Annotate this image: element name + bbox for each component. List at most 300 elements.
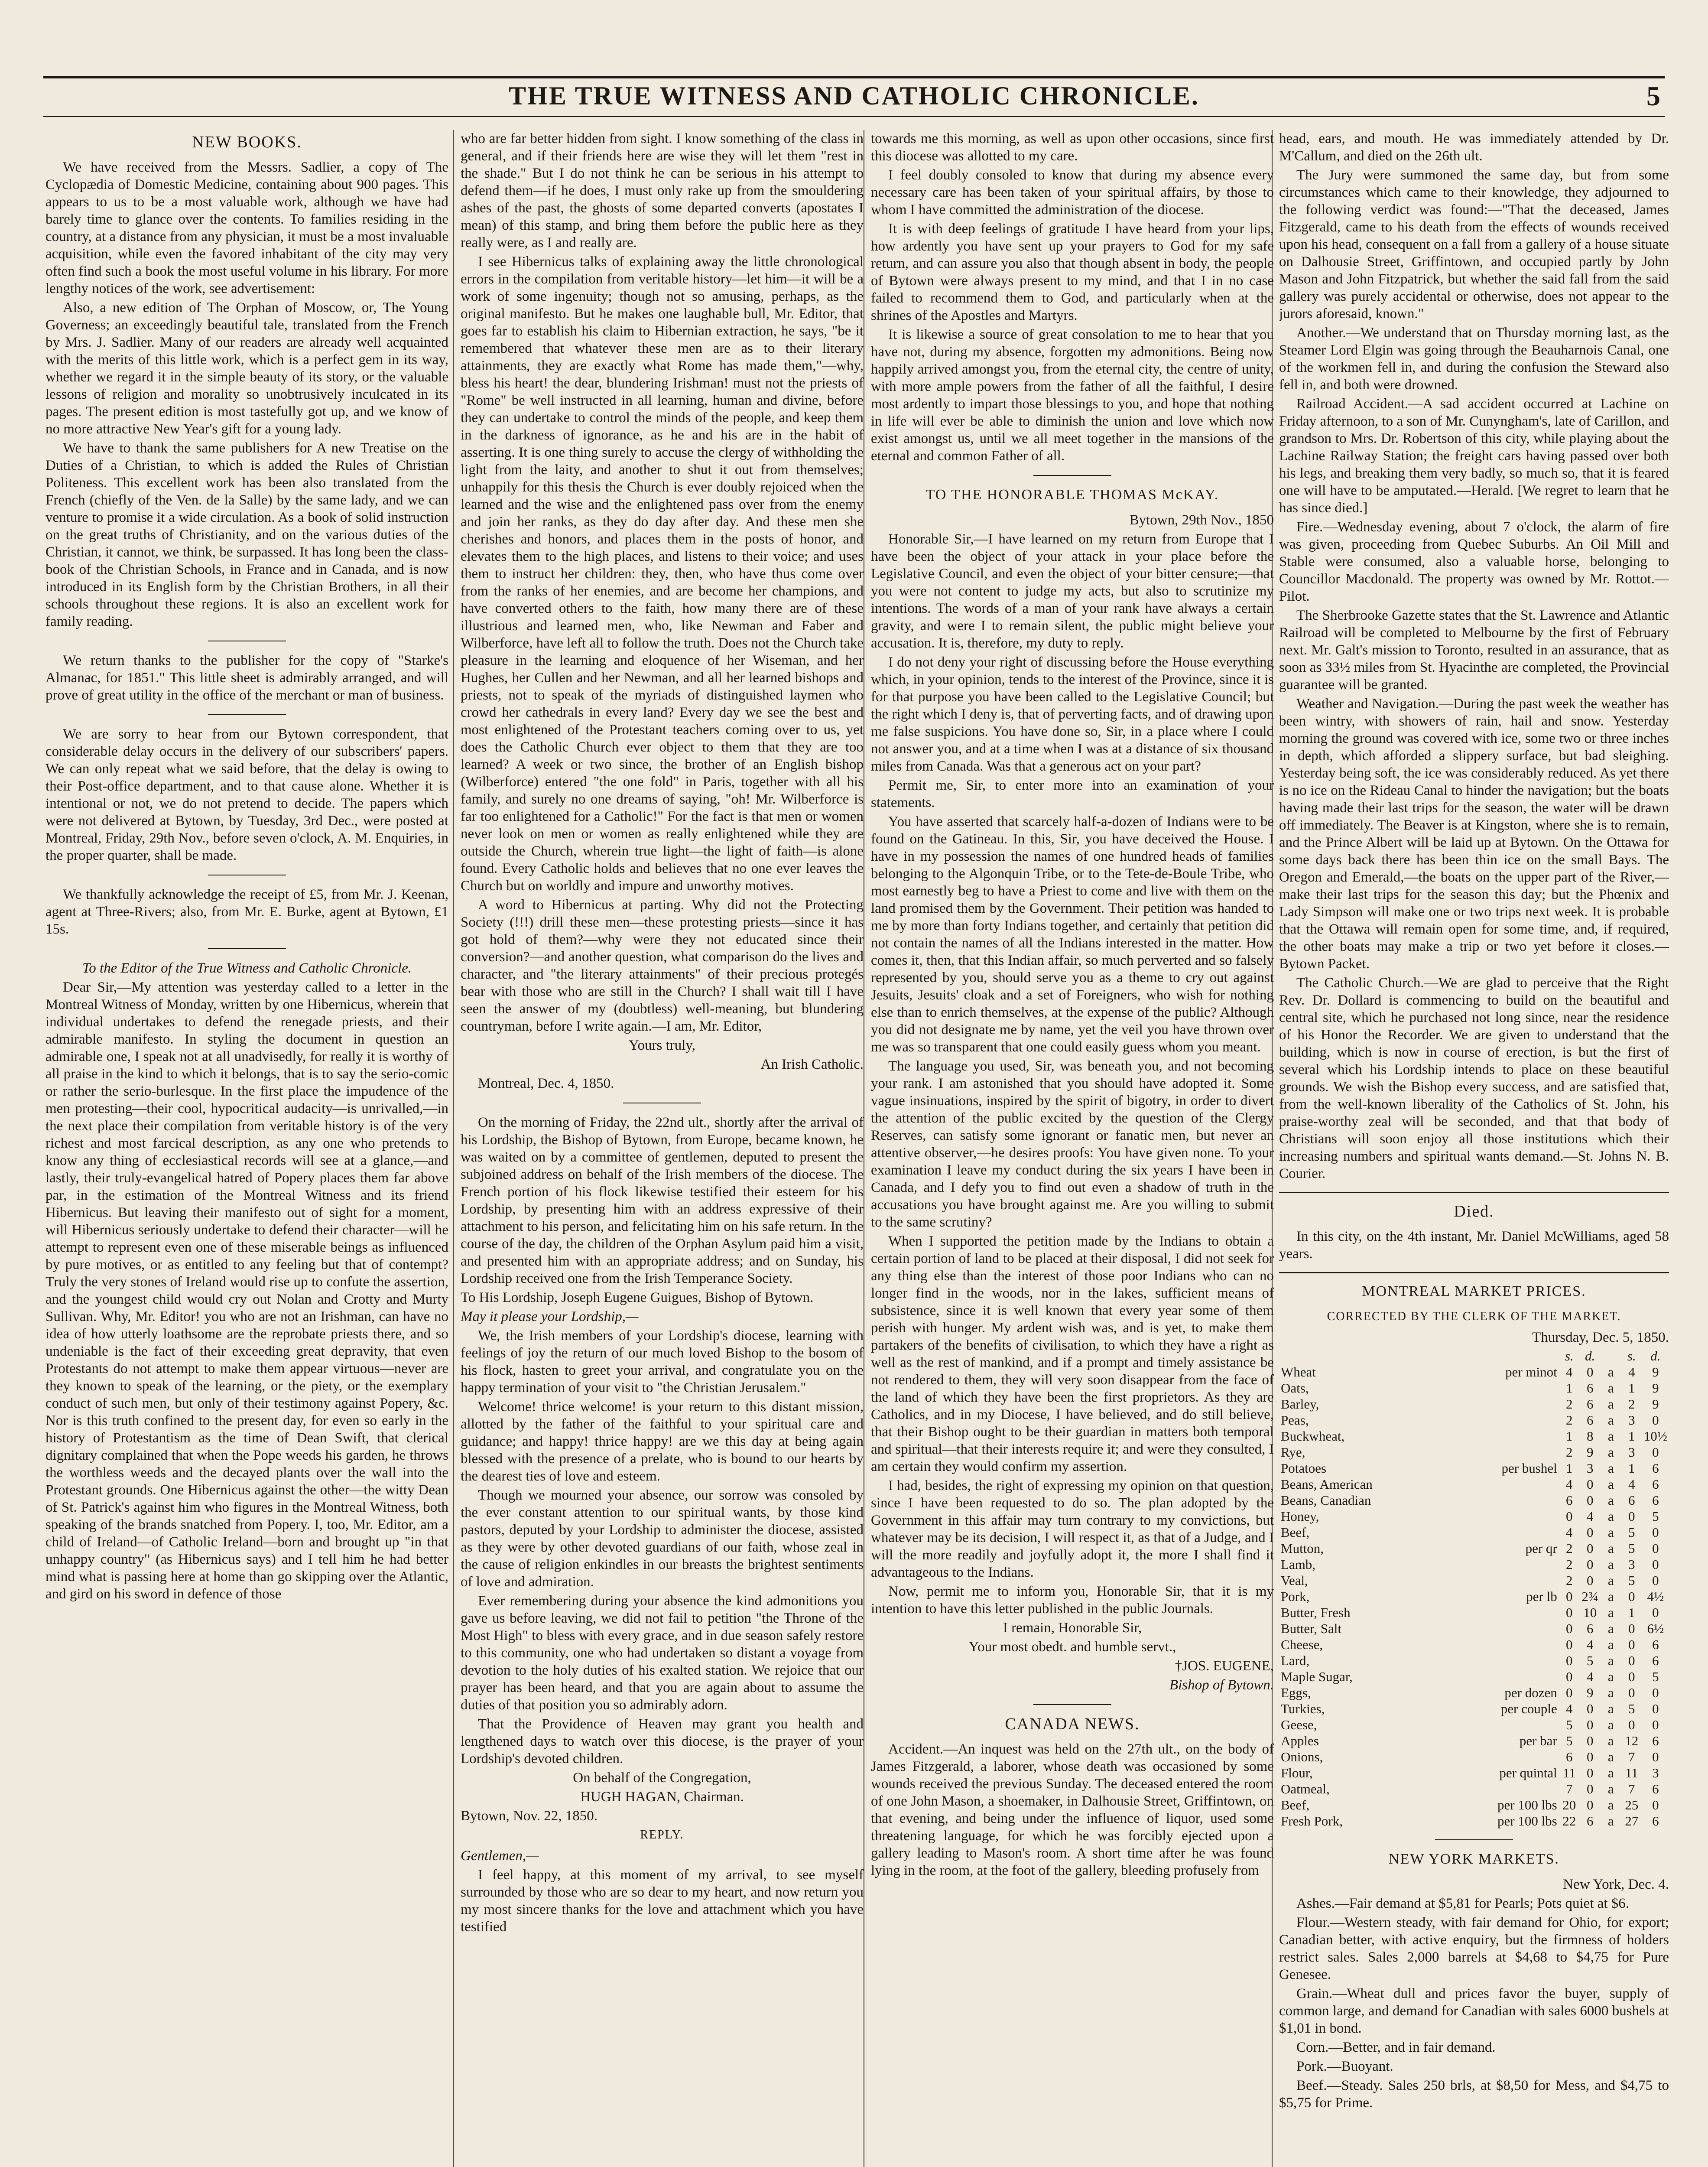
market-price-value: 7 <box>1566 1781 1573 1796</box>
market-price-value: 3 <box>1652 1765 1659 1780</box>
news-paragraph: head, ears, and mouth. He was immediately attended by Dr. M'Callum, and died on the 26th ult. <box>1279 131 1669 164</box>
market-price-value: a <box>1607 1477 1614 1492</box>
market-price-value: 0 <box>1587 1364 1594 1380</box>
mckay-paragraph: Honorable Sir,—I have learned on my return from Europe that I have been the object of your attack in your place before the Legislative Council, and even the object of your bitter censure;—that you were not content to judge my acts, but also to scrutinize my intentions. The words of a man of your rank have always a certain gravity, and were I to remain silent, the public might believe your accusation. It is, therefore, my duty to reply. <box>871 531 1274 651</box>
market-price-value: a <box>1607 1557 1614 1572</box>
section-rule <box>208 948 286 949</box>
mckay-paragraph: The language you used, Sir, was beneath you, and not becoming your rank. I am astonished that you should have adopted it. Some vague insinuations, inspired by the spirit of bigotry, in order to divert the attention of the public excited by the question of the Clergy Reserves, can satisfy some ignorant or fanatic men, but never an attentive observer,—he desires proofs: You have given none. To your examination I leave my conduct during the six years I have been in Canada, and I defy you to find out even a shadow of truth in the accusations you have brought against me. Are you willing to submit to the same scrutiny? <box>871 1058 1274 1230</box>
market-price-value: 25 <box>1625 1797 1639 1812</box>
market-price-value: a <box>1607 1605 1614 1620</box>
market-price-value: a <box>1607 1461 1614 1476</box>
market-price-value: 0 <box>1566 1621 1573 1636</box>
market-price-value: 0 <box>1652 1605 1659 1620</box>
market-price-value: 4 <box>1587 1509 1594 1524</box>
market-price-value: 6 <box>1652 1733 1659 1748</box>
market-price-value: a <box>1607 1653 1614 1668</box>
market-price-value: 0 <box>1652 1797 1659 1812</box>
market-unit: per minot <box>1505 1364 1557 1380</box>
market-price-value: 0 <box>1566 1605 1573 1620</box>
reply-paragraph: It is likewise a source of great consolation to me to hear that you have not, during my absence, forgotten my admonitions. Being now happily arrived amongst you, from the eternal city, the centre of unity, with more ample powers from the father of all the faithful, I desire most ardently to impart those blessings to you, and hope that nothing in life will ever be able to diminish the union and love which now exist amongst us, until we all meet together in the mansions of the eternal and common Father of all. <box>871 327 1274 464</box>
market-price-value: a <box>1607 1428 1614 1444</box>
market-row <box>1279 1412 1669 1428</box>
market-row <box>1279 1524 1669 1540</box>
market-price-value: 0 <box>1652 1541 1659 1556</box>
market-unit <box>1469 1749 1559 1765</box>
letter-paragraph: A word to Hibernicus at parting. Why did not the Protecting Society (!!!) drill these men—these protesting priests—since it has got hold of them?—why were they not educated since their conversion?—and another question, what comparison do the lives and character, and "the literary attainments" of their precious protegés bear with those who are still in the Church? I shall wait till I have seen the answer of my (doubtless) well-meaning, but blundering countryman, before I write again.—I am, Mr. Editor, <box>461 897 864 1034</box>
market-row <box>1279 1701 1669 1717</box>
market-row <box>1279 1508 1669 1524</box>
market-prices-subheading: CORRECTED BY THE CLERK OF THE MARKET. <box>1327 1310 1621 1323</box>
market-price-value: 9 <box>1652 1396 1659 1412</box>
market-price-value: 0 <box>1628 1653 1635 1668</box>
market-item: Pork, <box>1281 1589 1310 1604</box>
market-price-value: 4 <box>1587 1669 1594 1684</box>
ny-market-paragraph: Beef.—Steady. Sales 250 brls, at $8,50 for Mess, and $4,75 to $5,75 for Prime. <box>1279 2078 1669 2111</box>
market-price-value: 0 <box>1587 1797 1594 1812</box>
market-price-value: 0 <box>1628 1717 1635 1732</box>
market-price-value: a <box>1607 1573 1614 1588</box>
market-row <box>1279 1572 1669 1588</box>
address-salutation: May it please your Lordship,— <box>461 1309 639 1324</box>
market-price-value: 4 <box>1566 1701 1573 1716</box>
market-unit <box>1469 1524 1559 1540</box>
market-unit <box>1469 1476 1559 1492</box>
reply-paragraph: towards me this morning, as well as upon other occasions, since first this diocese was allotted to my care. <box>871 131 1274 164</box>
market-row <box>1279 1444 1669 1460</box>
market-row <box>1279 1620 1669 1637</box>
market-unit: per lb <box>1526 1589 1557 1604</box>
market-row <box>1279 1733 1669 1749</box>
market-price-value: 6 <box>1652 1637 1659 1652</box>
ny-market-paragraph: Corn.—Better, and in fair demand. <box>1296 2040 1496 2055</box>
market-price-value: 6 <box>1652 1493 1659 1508</box>
letter-dateline: Montreal, Dec. 4, 1850. <box>478 1076 614 1091</box>
bishop-return-article: On the morning of Friday, the 22nd ult., shortly after the arrival of his Lordship, the Bishop of Bytown, from Europe, became known, he was waited on by a committee of gentlemen, deputed to present the subjoined address on behalf of the Irish members of the diocese. The French portion of his flock likewise testified their esteem for his Lordship, by presenting him with an address expressive of their attachment to his person, and felicitating him on his safe return. In the course of the day, the children of the Orphan Asylum paid him a visit, and presented him with an appropriate address; and on Sunday, his Lordship received one from the Irish Temperance Society. <box>461 1115 864 1286</box>
mckay-paragraph: I do not deny your right of discussing before the House everything which, in your opinion, tends to the interest of the Province, since it is for that purpose you have been called to the Legislative Council; but the right which I deny is, that of perverting facts, and of drawing upon me false suspicions. You have done so, Sir, in a place where I could not answer you, and at a time when I was at a distance of six thousand miles from Canada. Was that a generous act on your part? <box>871 654 1274 774</box>
mckay-letter-heading: TO THE HONORABLE THOMAS McKAY. <box>925 487 1219 503</box>
market-item: Butter, Fresh <box>1281 1605 1351 1620</box>
almanac-notice: We return thanks to the publisher for the copy of "Starke's Almanac, for 1851." This little sheet is admirably arranged, and will prove of great utility in the office of the merchant or man of business. <box>45 653 448 703</box>
news-paragraph: The Jury were summoned the same day, but from some circumstances which came to their knowledge, they adjourned to the following verdict was found:—"That the deceased, James Fitzgerald, came to his death from the effects of wounds received upon his head, consequent on a fall from a gallery of a house situate on Dalhousie Street, Griffintown, and occupied partly by John Mason and John Fitzpatrick, but whether the said fall from the said gallery was purely accidental or otherwise, does not appear to the jurors aforesaid, known." <box>1279 167 1669 322</box>
market-price-value: 6 <box>1652 1653 1659 1668</box>
mckay-paragraph: Now, permit me to inform you, Honorable Sir, that it is my intention to have this letter published in the public Journals. <box>871 1584 1274 1617</box>
reply-paragraph: I feel happy, at this moment of my arrival, to see myself surrounded by those who are so dear to my heart, and now return you my most sincere thanks for the love and attachment which you have testified <box>461 1867 864 1935</box>
newspaper-title: THE TRUE WITNESS AND CATHOLIC CHRONICLE. <box>509 81 1199 110</box>
market-price-value: 7 <box>1628 1781 1635 1796</box>
died-heading: Died. <box>1454 1202 1494 1220</box>
market-row <box>1279 1396 1669 1412</box>
market-price-value: 6 <box>1587 1621 1594 1636</box>
market-prices-table <box>1279 1348 1669 1829</box>
market-price-value: 6 <box>1652 1781 1659 1796</box>
market-price-value: 6 <box>1587 1396 1594 1412</box>
market-price-value: a <box>1607 1493 1614 1508</box>
market-price-value: 0 <box>1566 1685 1573 1700</box>
letter-paragraph: Dear Sir,—My attention was yesterday called to a letter in the Montreal Witness of Monday, written by one Hibernicus, wherein that individual undertakes to defend the renegade priests, and their admirable manifesto. In styling the document in question an admirable one, I speak not at all unadvisedly, for really it is worthy of all praise in the kind to which it belongs, that is to say the serio-comic or rather the serio-burlesque. In the first place the impudence of the men protesting—their cool, hypocritical audacity—is unrivalled,—in the next place their compilation from veritable history is of the very richest and most farcical description, as any one who pretends to know any thing of ecclesiastical records will see at a glance,—and lastly, their truly-evangelical hatred of Popery places them far above par, in the estimation of the Montreal Witness and its friend Hibernicus. But leaving their manifesto out of sight for a moment, will Hibernicus seriously undertake to defend their character—will he attempt to represent even one of these miserable beings as influenced by pure motives, or as entitled to any feeling but that of contempt? Truly the very stones of Ireland would rise up to confute the assertion, and the youngest child would cry out Nolan and Crotty and Murty Sullivan. Why, Mr. Editor! you who are not an Irishman, can have no idea of how utterly loathsome are the reprobate priests there, and so undeniable is the fact of their exceeding great depravity, that even Protestants do not attempt to make them appear virtuous—never are they known to speak of the learning, or the piety, or the exemplary conduct of such men, but only of their testimony against Popery, &c. Nor is this truth confined to the present day, for even so early in the history of Protestantism as the time of Dean Swift, that clerical dignitary complained that when the Pope weeds his garden, he throws the worthless weeds and the decayed plants over the wall into the Protestant grounds. One Hibernicus against the other—the witty Dean of St. Patrick's against him who figures in the Montreal Witness, both speaking of the brands snatched from Popery. I, too, Mr. Editor, am a child of Ireland—of Catholic Ireland—born and brought up "in that unhappy country" (as Hibernicus says) and I tell him he had better mind what is passing here at home than go skipping over the Atlantic, and gird on his sword in defence of those <box>45 979 448 1602</box>
market-unit: per bar <box>1519 1733 1557 1748</box>
market-price-value: 5 <box>1566 1733 1573 1748</box>
market-price-value: 2 <box>1566 1557 1573 1572</box>
column-1 <box>45 130 448 2167</box>
market-row <box>1279 1364 1669 1380</box>
market-item: Oatmeal, <box>1281 1781 1330 1796</box>
market-row <box>1279 1749 1669 1765</box>
market-unit <box>1469 1380 1559 1396</box>
market-price-value: 27 <box>1625 1813 1639 1829</box>
receipts-notice: We thankfully acknowledge the receipt of £5, from Mr. J. Keenan, agent at Three-Rivers; also, from Mr. E. Burke, agent at Bytown, £1 15s. <box>45 887 448 937</box>
market-price-value: 5 <box>1587 1653 1594 1668</box>
market-currency-header: s. <box>1565 1348 1574 1363</box>
reply-salutation: Gentlemen,— <box>461 1848 539 1864</box>
market-price-value: 1 <box>1566 1380 1573 1396</box>
market-price-value: 6 <box>1587 1380 1594 1396</box>
market-price-value: 0 <box>1587 1749 1594 1764</box>
market-unit <box>1469 1492 1559 1508</box>
market-price-value: 0 <box>1628 1685 1635 1700</box>
mckay-paragraph: You have asserted that scarcely half-a-dozen of Indians were to be found on the Gatineau. In this, Sir, you have deceived the House. I have in my possession the names of one hundred heads of families belonging to the Algonquin Tribe, or to the Tete-de-Boule Tribe, who most earnestly beg to have a Priest to come and live with them on the land promised them by the Government. Their petition was handed to me by more than forty Indians together, and certainly that petition did not contain the names of all the Indians interested in the matter. How comes it, then, that this Indian affair, so much perverted and so falsely represented by you, should serve you as a theme to cry out against Jesuits, Jesuits' cloak and a set of Foreigners, who wish for nothing else than to enrich themselves, at the expense of the public? Although you did not designate me by name, yet the veil you have thrown over me was so transparent that one could easily guess whom you meant. <box>871 814 1274 1055</box>
market-price-value: a <box>1607 1509 1614 1524</box>
market-row <box>1279 1380 1669 1396</box>
masthead-rule-top <box>43 76 1665 78</box>
market-price-value: 0 <box>1587 1717 1594 1732</box>
market-item: Flour, <box>1281 1765 1313 1780</box>
mckay-signature-title: Bishop of Bytown. <box>1169 1677 1274 1693</box>
market-item: Apples <box>1281 1733 1319 1748</box>
market-price-value: 4 <box>1587 1637 1594 1652</box>
market-price-value: 2 <box>1566 1541 1573 1556</box>
market-price-value: 0 <box>1566 1653 1573 1668</box>
market-price-value: 4 <box>1628 1477 1635 1492</box>
market-unit <box>1469 1604 1559 1620</box>
article-paragraph: We have received from the Messrs. Sadlier, a copy of The Cyclopædia of Domestic Medicine, containing about 900 pages. This appears to us to be a most valuable work, although we have had barely time to glance over the contents. To families residing in the country, at a distance from any physician, it must be a most invaluable acquisition, while even the favored inhabitant of the city may very often find such a book the most useful volume in his library. For more lengthy notices of the work, see advertisement: <box>45 159 448 296</box>
market-price-value: a <box>1607 1701 1614 1716</box>
market-price-value: 0 <box>1652 1685 1659 1700</box>
market-price-value: a <box>1607 1797 1614 1812</box>
market-row <box>1279 1765 1669 1781</box>
market-price-value: 0 <box>1587 1493 1594 1508</box>
ny-market-paragraph: Pork.—Buoyant. <box>1296 2059 1393 2074</box>
market-price-value: 0 <box>1628 1669 1635 1684</box>
market-price-value: 0 <box>1587 1701 1594 1716</box>
market-item: Veal, <box>1281 1573 1308 1588</box>
market-price-value: a <box>1607 1781 1614 1796</box>
market-price-value: 6 <box>1587 1412 1594 1428</box>
market-item: Beans, American <box>1281 1477 1373 1492</box>
market-price-value: 6 <box>1652 1477 1659 1492</box>
market-price-value: a <box>1607 1637 1614 1652</box>
market-currency-header: s. <box>1627 1348 1636 1363</box>
news-paragraph: Accident.—An inquest was held on the 27th ult., on the body of James Fitzgerald, a laborer, whose death was occasioned by some wounds received the previous Sunday. The deceased entered the room of one John Mason, a shoemaker, in Dalhousie Street, Griffintown, on that evening, and being under the influence of liquor, used some threatening language, for which he was forcibly ejected upon a gallery leading to Mason's room. A short time after he was found lying in the room, at the foot of the gallery, bleeding profusely from <box>871 1741 1274 1878</box>
mckay-signature: †JOS. EUGENE, <box>1175 1658 1274 1674</box>
market-prices-heading: MONTREAL MARKET PRICES. <box>1362 1283 1586 1299</box>
reply-paragraph: I feel doubly consoled to know that during my absence every necessary care has been taken of your spiritual affairs, by those to whom I have committed the administration of the diocese. <box>871 167 1274 218</box>
new-york-markets-heading: NEW YORK MARKETS. <box>1389 1851 1559 1867</box>
market-item-header <box>1279 1348 1469 1364</box>
masthead <box>43 76 1665 119</box>
market-price-value: 6 <box>1628 1493 1635 1508</box>
reply-heading: REPLY. <box>640 1828 684 1842</box>
market-unit: per qr <box>1525 1541 1557 1556</box>
market-price-value: 0 <box>1566 1589 1573 1604</box>
market-price-value: a <box>1607 1669 1614 1684</box>
market-price-value: a <box>1607 1541 1614 1556</box>
mckay-dateline: Bytown, 29th Nov., 1850 <box>1129 512 1274 528</box>
market-item: Mutton, <box>1281 1541 1324 1556</box>
market-row <box>1279 1604 1669 1620</box>
market-row <box>1279 1653 1669 1669</box>
market-price-value: 2 <box>1566 1573 1573 1588</box>
market-price-value: a <box>1607 1749 1614 1764</box>
market-unit: per couple <box>1500 1701 1557 1716</box>
market-unit: per quintal <box>1499 1765 1557 1780</box>
news-paragraph: Another.—We understand that on Thursday morning last, as the Steamer Lord Elgin was going through the Beauharnois Canal, one of the workmen fell in, and during the confusion the Steward also fell in, and both were drowned. <box>1279 325 1669 393</box>
market-date: Thursday, Dec. 5, 1850. <box>1532 1330 1669 1345</box>
market-unit <box>1469 1508 1559 1524</box>
market-price-value: 0 <box>1587 1733 1594 1748</box>
market-price-value: 7 <box>1628 1749 1635 1764</box>
address-paragraph: We, the Irish members of your Lordship's diocese, learning with feelings of joy the return of our much loved Bishop to the bosom of his flock, hasten to greet your arrival, and congratulate you on the happy termination of your visit to "the Christian Jerusalem." <box>461 1328 864 1396</box>
market-unit <box>1469 1781 1559 1797</box>
market-item: Eggs, <box>1281 1685 1311 1700</box>
market-price-value: 5 <box>1652 1509 1659 1524</box>
market-row <box>1279 1813 1669 1829</box>
mckay-closing: Your most obedt. and humble servt., <box>968 1639 1176 1655</box>
market-item: Potatoes <box>1281 1461 1327 1476</box>
market-price-value: 0 <box>1587 1781 1594 1796</box>
market-unit <box>1469 1637 1559 1653</box>
market-unit <box>1469 1428 1559 1444</box>
market-price-value: 0 <box>1652 1573 1659 1588</box>
market-item: Lard, <box>1281 1653 1310 1668</box>
market-price-value: 0 <box>1652 1412 1659 1428</box>
market-unit <box>1469 1444 1559 1460</box>
market-unit <box>1469 1572 1559 1588</box>
market-row <box>1279 1669 1669 1685</box>
market-price-value: a <box>1607 1380 1614 1396</box>
market-row <box>1279 1781 1669 1797</box>
market-price-value: a <box>1607 1733 1614 1748</box>
news-paragraph: Railroad Accident.—A sad accident occurred at Lachine on Friday afternoon, to a son of Mr. Cunyngham's, late of Carillon, and grandson to Mrs. Dr. Robertson of this city, while playing about the Lachine Railway Station; the freight cars having passed over both his legs, and breaking them very badly, so much so, that it is feared one will have to be amputated.—Herald. [We regret to learn that he has since died.] <box>1279 396 1669 516</box>
market-price-value: 6 <box>1566 1493 1573 1508</box>
address-paragraph: Though we mourned your absence, our sorrow was consoled by the ever constant attention to our spiritual wants, by those kind pastors, deputed by your Lordship to administer the diocese, assisted as they were by other devoted guardians of our faith, whose zeal in the cause of religion enkindles in our breasts the brightest sentiments of love and admiration. <box>461 1487 864 1590</box>
market-price-value: 3 <box>1628 1445 1635 1460</box>
article-paragraph: Also, a new edition of The Orphan of Moscow, or, The Young Governess; an exceedingly beautiful tale, translated from the French by Mrs. J. Sadlier. Many of our readers are already well acquainted with the merits of this little work, which is a perfect gem in its way, whether we regard it in the simple beauty of its story, or the valuable lessons of religion and morality so unobtrusively inculcated in its pages. The present edition is most tastefully got up, and we know of no more attractive New Year's gift for a young lady. <box>45 300 448 437</box>
market-row <box>1279 1556 1669 1572</box>
market-price-value: 4 <box>1566 1477 1573 1492</box>
market-price-value: 5 <box>1628 1701 1635 1716</box>
market-item: Barley, <box>1281 1396 1319 1412</box>
market-item: Rye, <box>1281 1445 1305 1460</box>
news-paragraph: The Sherbrooke Gazette states that the St. Lawrence and Atlantic Railroad will be completed to Melbourne by the first of February next. Mr. Galt's mission to Toronto, resulted in an assurance, that as soon as 33½ miles from St. Hyacinthe are completed, the Provincial guarantee will be granted. <box>1279 608 1669 693</box>
mckay-paragraph: When I supported the petition made by the Indians to obtain a certain portion of land to be placed at their disposal, I did not seek for any thing else than the interest of those poor Indians who can no longer find in the woods, nor in the lakes, sufficient means of subsistence, since it is well known that every year some of them perish with hunger. My ardent wish was, and is yet, to make them partakers of the benefits of civilisation, to which they have a right as well as the rest of mankind, and if a prompt and timely assistance be not rendered to them, they will very soon disappear from the face of the land of which they have been the first proprietors. As they are Catholics, and in my Diocese, I have believed, and do still believe, that their Bishop ought to be their guardian in matters both temporal and spiritual—that their interests require it; and were they consulted, I am certain they would confirm my assertion. <box>871 1233 1274 1474</box>
market-row <box>1279 1428 1669 1444</box>
market-price-value: 0 <box>1628 1589 1635 1604</box>
market-item: Buckwheat, <box>1281 1428 1345 1444</box>
market-price-value: 3 <box>1587 1461 1594 1476</box>
letter-signature: An Irish Catholic. <box>760 1057 864 1072</box>
market-price-value: a <box>1607 1525 1614 1540</box>
market-price-value: a <box>1607 1445 1614 1460</box>
market-unit: per bushel <box>1501 1461 1557 1476</box>
market-unit <box>1469 1620 1559 1637</box>
address-paragraph: That the Providence of Heaven may grant you health and lengthened days to watch over this diocese, is the prayer of your Lordship's devoted children. <box>461 1716 864 1767</box>
column-4 <box>1279 130 1669 2167</box>
market-item: Turkies, <box>1281 1701 1325 1716</box>
letter-paragraph: I see Hibernicus talks of explaining away the little chronological errors in the compilation from veritable history—let him—it will be a work of some ingenuity; though not so amusing, perhaps, as the original manifesto. But he makes one laughable bull, Mr. Editor, that goes far to establish his claim to Hibernian extraction, he says, "be it remembered that whatever these men are as to their literary attainments, they are exactly what Rome has made them,"—why, bless his heart! the dear, blundering Irishman! must not the priests of "Rome" be well instructed in all learning, human and divine, before they can undertake to control the minds of the people, and keep them in the darkness of ignorance, as he and his are in the habit of asserting. It is one thing surely to accuse the clergy of withholding the light from the laity, and another to shut it out from themselves; unhappily for this thesis the Church is ever doubly rejoiced when the learned and the wise and the enlightened pass over from the enemy and join her ranks, as they do day after day. And these men she cherishes and honors, and places them in the posts of honor, and elevates them to the high places, and listens to their voice; and uses them to instruct her children: they, then, who have thus come over from the ranks of her enemies, and are become her champions, and have converted others to the faith, how many there are of these illustrious and learned men, who, like Newman and Faber and Wilberforce, have left all to follow the truth. Does not the Church take pleasure in the learning and eloquence of her Wiseman, and her Hughes, her Cullen and her Newman, and all her learned bishops and priests, not to speak of the myriads of distinguished laymen who crowd her cathedrals in every land? Every day we see the best and most enlightened of the Protestant teachers coming over to us, yet does the Catholic Church ever object to them that they are too learned? A week or two since, the brother of an English bishop (Wilberforce) entered "the one fold" in Paris, together with all his family, and surely no one dreams of saying, "oh! Mr. Wilberforce is far too enlightened for a Catholic!" For the fact is that men or women never look on men or women as really enlightened while they are outside the Church, wherein true light—the light of faith—is alone found. Every Catholic holds and believes that no one ever leaves the Church but on worldly and impure and unworthy motives. <box>461 254 864 894</box>
market-item: Maple Sugar, <box>1281 1669 1353 1684</box>
market-price-value: 0 <box>1652 1557 1659 1572</box>
reply-paragraph: It is with deep feelings of gratitude I have heard from your lips, how ardently you have sent up your prayers to God for my safe return, and can assure you also that though absent in body, the people of Bytown were always present to my mind, and that I in no case failed to recommend them to God, and particularly when at the shrines of the Apostles and Martyrs. <box>871 221 1274 323</box>
section-rule <box>1435 1839 1513 1840</box>
market-price-value: a <box>1607 1412 1614 1428</box>
market-item: Honey, <box>1281 1509 1319 1524</box>
market-price-value: 0 <box>1628 1637 1635 1652</box>
market-row <box>1279 1588 1669 1604</box>
market-row <box>1279 1685 1669 1701</box>
column-divider <box>453 130 454 2167</box>
market-price-value: 6 <box>1587 1813 1594 1829</box>
market-unit <box>1469 1717 1559 1733</box>
market-price-value: 1 <box>1628 1428 1635 1444</box>
market-price-value: 0 <box>1652 1701 1659 1716</box>
address-paragraph: Ever remembering during your absence the kind admonitions you gave us before leaving, we did not fail to petition "the Throne of the Most High" to bless with every grace, and in due season safely restore to this community, one who had undertaken so distant a voyage from devotion to the holy duties of his exalted station. We rejoice that our prayer has been heard, and that you are again about to assume the duties of that position you so admirably adorn. <box>461 1593 864 1713</box>
market-currency-header: d. <box>1585 1348 1595 1363</box>
letter-paragraph: who are far better hidden from sight. I know something of the class in general, and if their friends here are wise they will let them "rest in the shade." But I do not think he can be serious in his attempt to defend them—if he does, I must only rake up from the smouldering ashes of the past, the ghosts of some departed converts (apostates I mean) of this stamp, and bring them before the public here as they really were, as I and really are. <box>461 131 864 251</box>
ny-market-paragraph: Ashes.—Fair demand at $5,81 for Pearls; Pots quiet at $6. <box>1296 1896 1630 1911</box>
market-row <box>1279 1492 1669 1508</box>
market-price-value: 1 <box>1628 1461 1635 1476</box>
market-item: Geese, <box>1281 1717 1317 1732</box>
market-price-value: 11 <box>1562 1765 1576 1780</box>
address-recipient: To His Lordship, Joseph Eugene Guigues, Bishop of Bytown. <box>461 1290 814 1305</box>
market-price-value: 4 <box>1566 1364 1573 1380</box>
news-paragraph: Weather and Navigation.—During the past week the weather has been wintry, with showers of rain, hail and snow. Yesterday morning the ground was covered with ice, some two or three inches in depth, which afforded a slippery surface, but bad sleighing. Yesterday being soft, the ice was considerably reduced. As yet there is no ice on the Rideau Canal to hinder the navigation; but the boats having made their last trips for the season, the water will be drawn off immediately. The Beaver is at Kingston, where she is to remain, and the Prince Albert will be laid up at Bytown. On the Ottawa for some days back there has been thin ice on the small Bays. The Oregon and Emerald,—the boats on the upper part of the River,—make their last trips for the season this day; but the Phœnix and Lady Simpson will make one or two trips next week. It is probable that the Ottawa will remain open for some time, and, if required, the other boats may make a trip or two yet before it closes.—Bytown Packet. <box>1279 696 1669 972</box>
market-price-value: 0 <box>1566 1637 1573 1652</box>
market-price-value: 20 <box>1562 1797 1576 1812</box>
market-column-header <box>1279 1348 1669 1364</box>
article-paragraph: We have to thank the same publishers for A new Treatise on the Duties of a Christian, to which is added the Rules of Christian Politeness. This excellent work has been also translated from the French (chiefly of the Ven. de la Salle) by the same lady, and we can venture to promise it a wide circulation. As a book of solid instruction on the great truths of Christianity, and on the various duties of the Christian, it cannot, we think, be surpassed. It has long been the class-book of the Christian Schools, in France and in Canada, and is now introduced in its English form by the Christian Brothers, in all their schools throughout these regions. It is also an excellent work for family reading. <box>45 440 448 629</box>
market-price-value: 0 <box>1587 1541 1594 1556</box>
market-price-value: a <box>1607 1717 1614 1732</box>
market-unit-header <box>1469 1348 1559 1364</box>
market-price-value: 10½ <box>1643 1428 1667 1444</box>
market-item: Wheat <box>1281 1364 1316 1380</box>
obituary-notice: In this city, on the 4th instant, Mr. Daniel McWilliams, aged 58 years. <box>1279 1229 1669 1262</box>
column-3 <box>871 130 1274 2167</box>
market-price-value: 0 <box>1628 1621 1635 1636</box>
market-unit: per dozen <box>1504 1685 1557 1700</box>
market-item: Beans, Canadian <box>1281 1493 1371 1508</box>
market-price-value: 1 <box>1566 1428 1573 1444</box>
market-price-value: 22 <box>1562 1813 1576 1829</box>
market-price-value: 5 <box>1628 1541 1635 1556</box>
market-price-value: 0 <box>1587 1573 1594 1588</box>
market-price-value: 0 <box>1587 1477 1594 1492</box>
market-item: Lamb, <box>1281 1557 1316 1572</box>
market-row <box>1279 1476 1669 1492</box>
market-price-value: a <box>1607 1621 1614 1636</box>
market-price-value: 3 <box>1628 1412 1635 1428</box>
market-price-value: 0 <box>1587 1557 1594 1572</box>
mckay-paragraph: I had, besides, the right of expressing my opinion on that question, since I have been requested to do so. The plan adopted by the Government in this affair may turn contrary to my convictions, but whatever may be its decision, I will respect it, as that of a Judge, and I will the more readily and joyfully adopt it, the more I shall find it advantageous to the Indians. <box>871 1478 1274 1580</box>
market-unit <box>1469 1396 1559 1412</box>
market-price-value: 9 <box>1587 1445 1594 1460</box>
section-rule <box>1279 1192 1669 1193</box>
market-unit: per 100 lbs <box>1497 1813 1557 1829</box>
mckay-paragraph: Permit me, Sir, to enter more into an examination of your statements. <box>871 778 1274 810</box>
market-price-value: 11 <box>1625 1765 1638 1780</box>
market-item: Fresh Pork, <box>1281 1813 1343 1829</box>
market-row <box>1279 1717 1669 1733</box>
market-price-value: 0 <box>1587 1765 1594 1780</box>
market-price-value: 6 <box>1652 1813 1659 1829</box>
market-price-value: 2 <box>1566 1412 1573 1428</box>
market-price-value: 10 <box>1583 1605 1597 1620</box>
market-price-value: 6 <box>1652 1461 1659 1476</box>
market-row <box>1279 1540 1669 1556</box>
market-price-value: 1 <box>1566 1461 1573 1476</box>
market-price-value: 9 <box>1652 1364 1659 1380</box>
ny-dateline: New York, Dec. 4. <box>1563 1877 1669 1892</box>
column-2 <box>461 130 864 2167</box>
page-number: 5 <box>1646 81 1660 111</box>
market-unit <box>1469 1669 1559 1685</box>
market-unit <box>1469 1653 1559 1669</box>
market-price-value: 12 <box>1625 1733 1639 1748</box>
market-item: Onions, <box>1281 1749 1323 1764</box>
news-paragraph: The Catholic Church.—We are glad to perceive that the Right Rev. Dr. Dollard is commencing to build on the beautiful and central site, which he purchased not long since, near the residence of his Honor the Recorder. We are given to understand that the building, which is now in course of erection, is but the first of several which his Lordship intends to place on these beautiful grounds. We wish the Bishop every success, and are satisfied that, from the well-known liberality of the Catholics of St. John, his praise-worthy zeal will be seconded, and that that body of Christians will soon enjoy all those institutions which their increasing numbers and spiritual wants demand.—St. Johns N. B. Courier. <box>1279 975 1669 1181</box>
market-currency-header: d. <box>1650 1348 1661 1363</box>
market-price-value: a <box>1607 1765 1614 1780</box>
market-price-value: 0 <box>1566 1669 1573 1684</box>
market-price-value: a <box>1607 1685 1614 1700</box>
market-price-value: 0 <box>1628 1509 1635 1524</box>
market-price-value: 0 <box>1652 1445 1659 1460</box>
market-price-value: 5 <box>1652 1669 1659 1684</box>
address-date: Bytown, Nov. 22, 1850. <box>461 1808 597 1824</box>
market-price-value: a <box>1607 1396 1614 1412</box>
market-price-value: 2¾ <box>1581 1589 1599 1604</box>
address-behalf: On behalf of the Congregation, <box>573 1770 751 1786</box>
market-price-value: 2 <box>1566 1396 1573 1412</box>
market-price-value: 3 <box>1628 1557 1635 1572</box>
market-item: Cheese, <box>1281 1637 1323 1652</box>
market-price-value: 5 <box>1628 1573 1635 1588</box>
market-currency-header <box>1601 1348 1621 1364</box>
market-unit <box>1469 1556 1559 1572</box>
ny-market-paragraph: Flour.—Western steady, with fair demand for Ohio, for export; Canadian better, with active enquiry, but the firmness of holders restrict sales. Sales 2,000 barrels at $4,68 to $4,75 for Pure Genesee. <box>1279 1915 1669 1982</box>
market-price-value: 4 <box>1628 1364 1635 1380</box>
section-rule <box>1033 475 1111 476</box>
market-price-value: 4 <box>1566 1525 1573 1540</box>
market-item: Oats, <box>1281 1380 1309 1396</box>
market-price-value: 0 <box>1652 1525 1659 1540</box>
section-rule <box>208 714 286 715</box>
market-price-value: 6½ <box>1647 1621 1664 1636</box>
market-price-value: 9 <box>1652 1380 1659 1396</box>
address-chairman: HUGH HAGAN, Chairman. <box>580 1789 744 1805</box>
market-price-value: 9 <box>1587 1685 1594 1700</box>
market-unit: per 100 lbs <box>1497 1797 1557 1812</box>
news-paragraph: Fire.—Wednesday evening, about 7 o'clock, the alarm of fire was given, proceeding from Quebec Suburbs. An Oil Mill and Stable were consumed, also a valuable horse, belonging to Councillor Macdonald. The property was owned by Mr. Rottot.—Pilot. <box>1279 519 1669 604</box>
market-price-value: 2 <box>1566 1445 1573 1460</box>
market-price-value: 0 <box>1652 1749 1659 1764</box>
market-price-value: 0 <box>1566 1509 1573 1524</box>
market-price-value: 4½ <box>1647 1589 1664 1604</box>
canada-news-heading: CANADA NEWS. <box>1005 1715 1140 1733</box>
market-price-value: a <box>1607 1364 1614 1380</box>
market-price-value: 8 <box>1587 1428 1594 1444</box>
